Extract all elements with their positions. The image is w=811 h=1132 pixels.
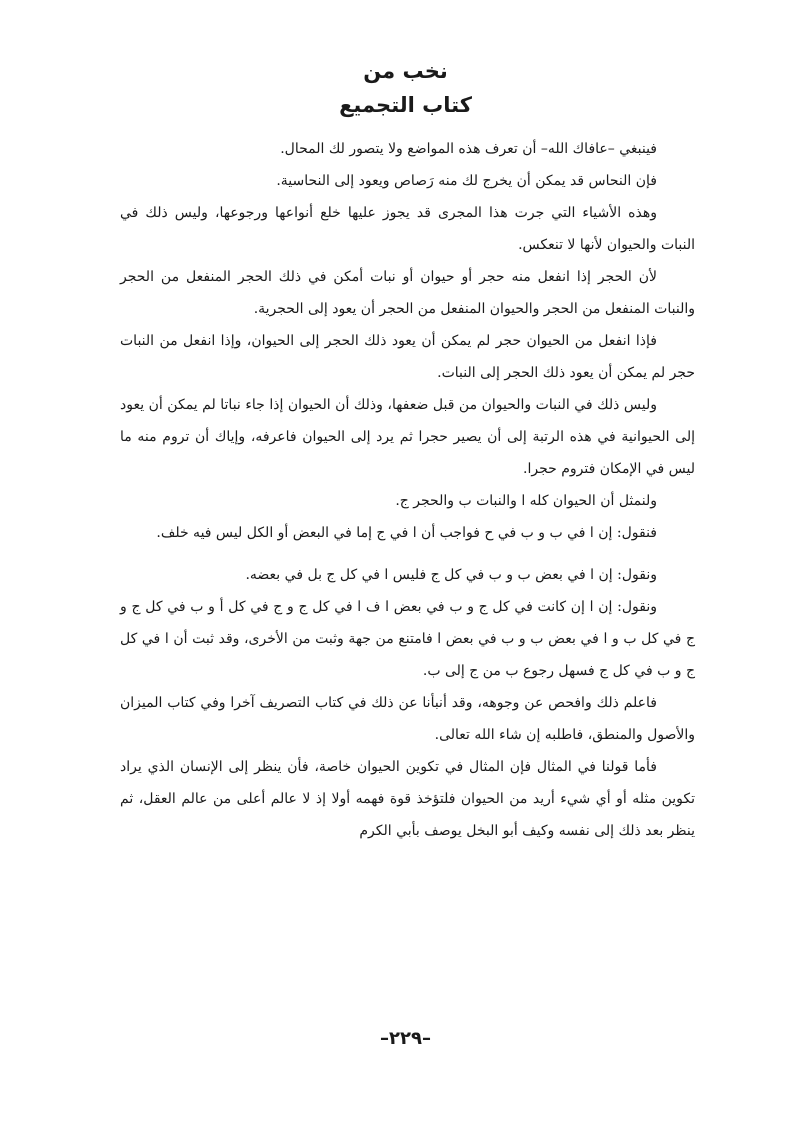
paragraph: فاعلم ذلك وافحص عن وجوهه، وقد أنبأنا عن ذلك في كتاب التصريف آخرا وفي كتاب الميزان والأصول والمنطق، فاطلبه إن شاء الله تعالى. <box>120 695 695 743</box>
paragraph: فإذا انفعل من الحيوان حجر لم يمكن أن يعود ذلك الحجر إلى الحيوان، وإذا انفعل من النبات حجر لم يمكن أن يعود ذلك الحجر إلى النبات. <box>120 333 695 381</box>
paragraph: ونقول: إن ا إن كانت في كل ج و ب في بعض ا ف ا في كل ج و ج في كل أ و ب في كل ج و ج في كل ب و ا في بعض ب و ب في بعض ا فامتنع من جهة وثبت من الأخرى، وقد ثبت أن ا في كل ج و ب في كل ج فسهل رجوع ب من ج إلى ب. <box>120 599 695 679</box>
paragraph: فينبغي –عافاك الله– أن تعرف هذه المواضع ولا يتصور لك المحال. <box>280 141 657 157</box>
paragraph: ولنمثل أن الحيوان كله ا والنبات ب والحجر ج. <box>395 493 657 509</box>
title-line-1: نخب من <box>363 59 448 83</box>
paragraph: وهذه الأشياء التي جرت هذا المجرى قد يجوز عليها خلع أنواعها ورجوعها، وليس ذلك في النبات والحيوان لأنها لا تنعكس. <box>120 205 695 253</box>
title-line-2: كتاب التجميع <box>339 93 472 117</box>
paragraph: لأن الحجر إذا انفعل منه حجر أو حيوان أو نبات أمكن في ذلك الحجر المنفعل من الحجر والنبات المنفعل من الحجر والحيوان المنفعل من الحجر أن يعود إلى الحجرية. <box>120 269 695 317</box>
paragraph: وليس ذلك في النبات والحيوان من قبل ضعفها، وذلك أن الحيوان إذا جاء نباتا لم يمكن أن يعود إلى الحيوانية في هذه الرتبة إلى أن يصير حجرا ثم يرد إلى الحيوان فاعرفه، وإياك أن تروم منه ما ليس في الإمكان فتروم حجرا. <box>120 397 695 477</box>
paragraph: ونقول: إن ا في بعض ب و ب في كل ج فليس ا في كل ج بل في بعضه. <box>245 567 657 583</box>
page-number: –٢٢٩– <box>380 1028 431 1049</box>
body-text <box>120 133 695 847</box>
paragraph: فنقول: إن ا في ب و ب في ح فواجب أن ا في ج إما في البعض أو الكل ليس فيه خلف. <box>156 525 657 541</box>
paragraph: فأما قولنا في المثال فإن المثال في تكوين الحيوان خاصة، فأن ينظر إلى الإنسان الذي يراد تكوين مثله أو أي شيء أريد من الحيوان فلتؤخذ قوة فهمه أولا إذ لا عالم أعلى من عالم العقل، ثم ينظر بعد ذلك إلى نفسه وكيف أبو البخل يوصف بأبي الكرم <box>120 759 695 839</box>
paragraph: فإن النحاس قد يمكن أن يخرج لك منه رَصاص ويعود إلى النحاسية. <box>276 173 657 189</box>
